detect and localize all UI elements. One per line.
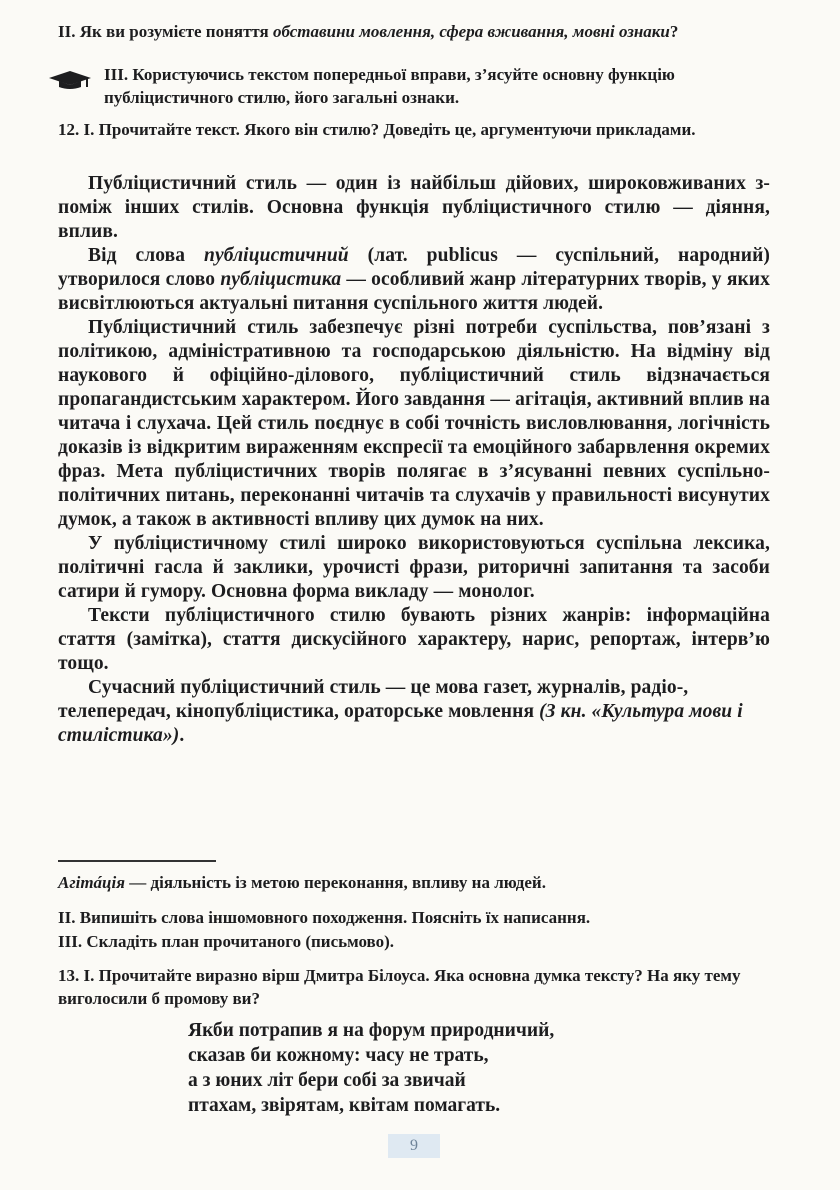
paragraph: Публіцистичний стиль забезпечує різні потреби суспільства, пов’язані з політикою, адміністративною та господарською діяльністю. На відміну від наукового й офіційно-ділового, публіцистичний стиль відзначається пропагандистським характером. Його завдання — агітація, активний вплив на читача і слухача. Цей стиль поєднує в собі точність висловлювання, логічність доказів із відкритим вираженням експресії та емоційного забарвлення окремих фраз. Мета публіцистичних творів полягає в з’ясуванні певних суспільно-політичних питань, переконанні читачів та слухачів у правильності висунутих думок, а також в активності впливу цих думок на них. xyxy=(58,317,770,530)
paragraph: Сучасний публіцистичний стиль — це мова газет, журналів, радіо-, телепередач, кінопубліцистика, ораторське мовлення (З кн. «Культура мови і стилістика»). xyxy=(58,677,743,746)
poem-line: Якби потрапив я на форум природничий, xyxy=(188,1020,555,1041)
poem-line: а з юних літ бери собі за звичай xyxy=(188,1070,466,1091)
poem-line: сказав би кожному: часу не трать, xyxy=(188,1045,489,1066)
footnote-divider xyxy=(58,860,216,862)
footnote: Агітáція — діяльність із метою переконання, впливу на людей. xyxy=(58,873,546,892)
graduation-cap-icon xyxy=(46,70,94,90)
exercise-12-text xyxy=(58,172,770,748)
poem-line: птахам, звірятам, квітам помагать. xyxy=(188,1095,501,1116)
task-ii-12: II. Випишіть слова іншомовного походження. Поясніть їх написання. xyxy=(58,908,591,927)
task-ii: II. Як ви розумієте поняття обставини мовлення, сфера вживання, мовні ознаки? xyxy=(58,22,679,41)
page-number: 9 xyxy=(388,1134,440,1158)
paragraph: Публіцистичний стиль — один із найбільш дійових, широковживаних з-поміж інших стилів. Основна функція публіцистичного стилю — діяння, вплив. xyxy=(58,173,770,242)
exercise-13-heading: 13. І. Прочитайте виразно вірш Дмитра Білоуса. Яка основна думка тексту? На яку тему виголосили б промову ви? xyxy=(58,966,741,1008)
exercise-12-heading: 12. І. Прочитайте текст. Якого він стилю? Доведіть це, аргументуючи прикладами. xyxy=(58,120,696,139)
task-iii: III. Користуючись текстом попередньої вправи, з’ясуйте основну функцію публіцистичного стилю, його загальні ознаки. xyxy=(104,65,675,107)
poem xyxy=(188,1018,708,1118)
paragraph: Від слова публіцистичний (лат. publicus — суспільний, народний) утворилося слово публіцистика — особливий жанр літературних творів, у яких висвітлюються актуальні питання суспільного життя людей. xyxy=(58,245,770,314)
task-iii-12: III. Складіть план прочитаного (письмово). xyxy=(58,932,395,951)
paragraph: Тексти публіцистичного стилю бувають різних жанрів: інформаційна стаття (замітка), стаття дискусійного характеру, нарис, репортаж, інтерв’ю тощо. xyxy=(58,605,770,674)
paragraph: У публіцистичному стилі широко використовуються суспільна лексика, політичні гасла й заклики, урочисті фрази, риторичні запитання та засоби сатири й гумору. Основна форма викладу — монолог. xyxy=(58,533,770,602)
